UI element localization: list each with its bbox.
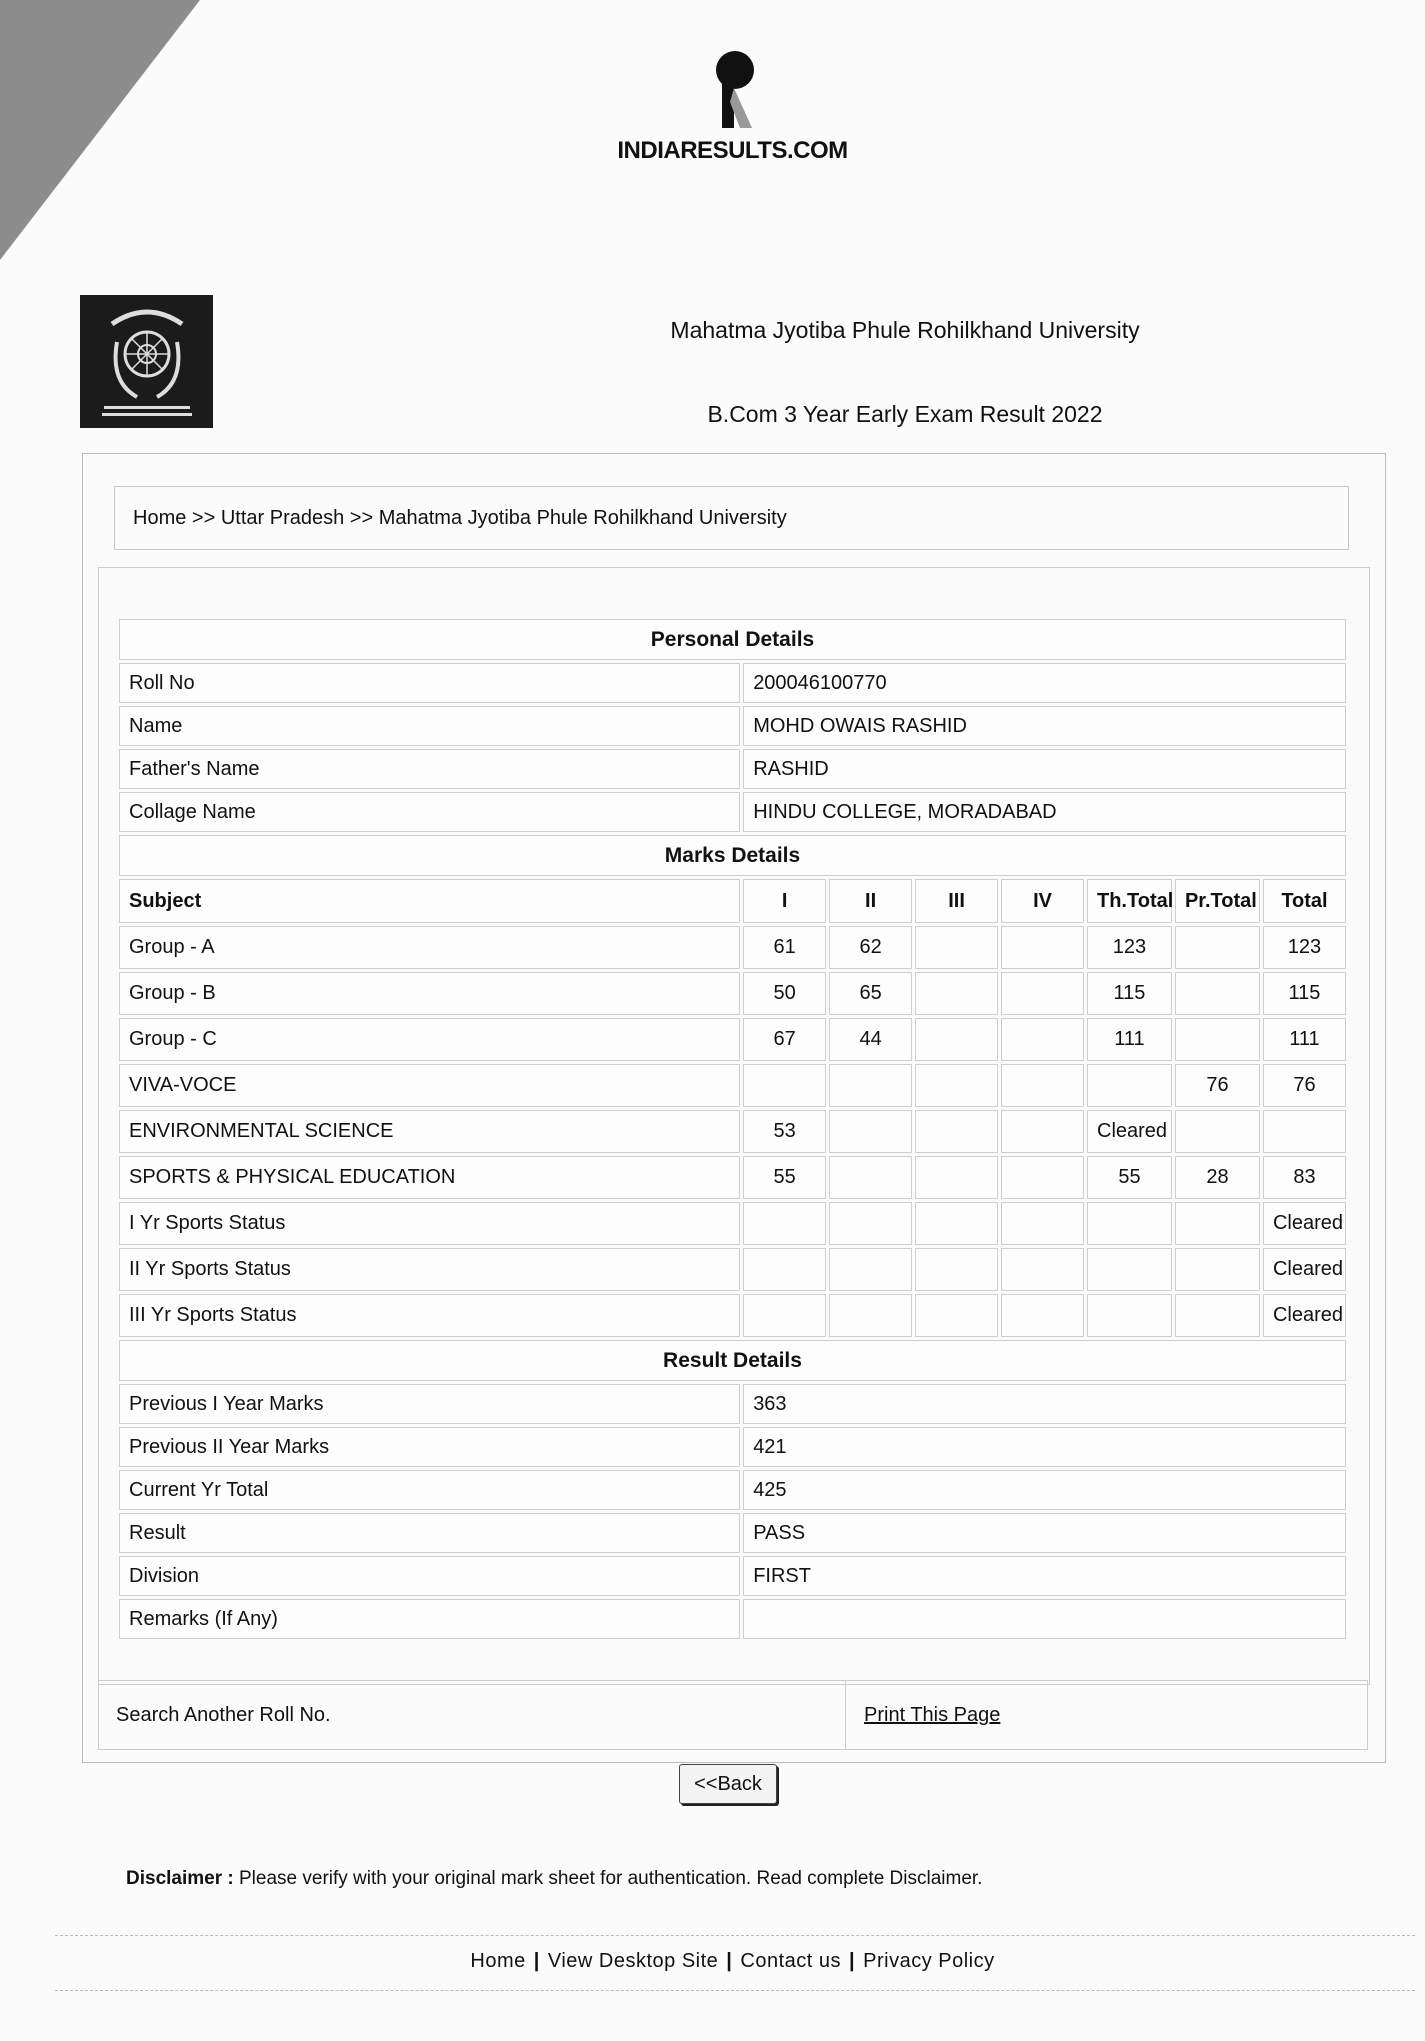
subject-name: SPORTS & PHYSICAL EDUCATION xyxy=(119,1156,740,1199)
marks-cell-ii xyxy=(829,1110,912,1153)
field-label: Name xyxy=(119,706,740,746)
marks-cell-pr xyxy=(1175,1018,1260,1061)
result-row xyxy=(119,1556,1346,1596)
marks-cell-iii xyxy=(915,972,998,1015)
marks-cell-pr xyxy=(1175,1294,1260,1337)
site-brand[interactable] xyxy=(0,50,1425,165)
footer-divider-bottom xyxy=(55,1990,1415,1991)
marks-cell-i xyxy=(743,1202,826,1245)
field-value: 363 xyxy=(743,1384,1346,1424)
breadcrumb-state[interactable]: >> Uttar Pradesh xyxy=(186,507,344,530)
marks-cell-total: Cleared xyxy=(1263,1202,1346,1245)
column-header: Total xyxy=(1263,879,1346,923)
field-label: Father's Name xyxy=(119,749,740,789)
marks-row xyxy=(119,1110,1346,1153)
marks-cell-th xyxy=(1087,1202,1172,1245)
field-label: Collage Name xyxy=(119,792,740,832)
field-label: Division xyxy=(119,1556,740,1596)
marks-cell-total: Cleared xyxy=(1263,1248,1346,1291)
university-emblem-icon xyxy=(92,302,202,422)
marks-cell-iv xyxy=(1001,926,1084,969)
marks-cell-th: 115 xyxy=(1087,972,1172,1015)
personal-row xyxy=(119,663,1346,703)
marks-cell-i: 50 xyxy=(743,972,826,1015)
column-header: Subject xyxy=(119,879,740,923)
field-value: 421 xyxy=(743,1427,1346,1467)
marks-cell-th xyxy=(1087,1294,1172,1337)
marks-cell-ii: 62 xyxy=(829,926,912,969)
brand-name: INDIARESULTS.COM xyxy=(617,137,848,164)
indiaresults-logo-icon xyxy=(708,50,758,130)
breadcrumb-university[interactable]: >> Mahatma Jyotiba Phule Rohilkhand University xyxy=(344,507,786,530)
footer-home-link[interactable]: Home xyxy=(470,1950,526,1972)
marks-cell-total: 76 xyxy=(1263,1064,1346,1107)
marks-cell-ii xyxy=(829,1248,912,1291)
footer-separator: | xyxy=(849,1950,856,1972)
disclaimer-text[interactable]: Please verify with your original mark sheet for authentication. Read complete Disclaimer. xyxy=(233,1868,983,1889)
marks-cell-pr xyxy=(1175,1202,1260,1245)
marks-row xyxy=(119,926,1346,969)
university-logo xyxy=(80,295,213,428)
marks-row xyxy=(119,1064,1346,1107)
marks-cell-pr: 28 xyxy=(1175,1156,1260,1199)
marks-cell-iv xyxy=(1001,1110,1084,1153)
field-value: FIRST xyxy=(743,1556,1346,1596)
personal-details-heading: Personal Details xyxy=(119,619,1346,660)
marks-cell-pr xyxy=(1175,1110,1260,1153)
personal-row xyxy=(119,792,1346,832)
marks-cell-total: 123 xyxy=(1263,926,1346,969)
marks-cell-i: 67 xyxy=(743,1018,826,1061)
marks-details-heading: Marks Details xyxy=(119,835,1346,876)
field-label: Current Yr Total xyxy=(119,1470,740,1510)
footer-privacy-link[interactable]: Privacy Policy xyxy=(863,1950,995,1972)
marks-row xyxy=(119,1202,1346,1245)
marks-cell-ii: 44 xyxy=(829,1018,912,1061)
subject-name: Group - A xyxy=(119,926,740,969)
marks-cell-iii xyxy=(915,1248,998,1291)
subject-name: ENVIRONMENTAL SCIENCE xyxy=(119,1110,740,1153)
marks-cell-total: Cleared xyxy=(1263,1294,1346,1337)
breadcrumb-home[interactable]: Home xyxy=(133,506,187,529)
university-name: Mahatma Jyotiba Phule Rohilkhand University xyxy=(670,317,1140,343)
marks-row xyxy=(119,1294,1346,1337)
footer-contact-link[interactable]: Contact us xyxy=(740,1950,842,1972)
subject-name: II Yr Sports Status xyxy=(119,1248,740,1291)
marks-row xyxy=(119,1018,1346,1061)
result-row xyxy=(119,1427,1346,1467)
marks-cell-iii xyxy=(915,1202,998,1245)
result-table xyxy=(116,616,1349,1642)
marks-cell-th: 123 xyxy=(1087,926,1172,969)
field-label: Previous II Year Marks xyxy=(119,1427,740,1467)
footer-nav xyxy=(0,1950,1425,1973)
footer-separator: | xyxy=(533,1950,540,1972)
marks-cell-total: 83 xyxy=(1263,1156,1346,1199)
result-row xyxy=(119,1513,1346,1553)
marks-cell-iv xyxy=(1001,972,1084,1015)
marks-cell-i: 61 xyxy=(743,926,826,969)
marks-cell-iv xyxy=(1001,1156,1084,1199)
field-value: PASS xyxy=(743,1513,1346,1553)
result-row xyxy=(119,1470,1346,1510)
marks-cell-ii xyxy=(829,1202,912,1245)
column-header: Th.Total xyxy=(1087,879,1172,923)
marks-cell-iv xyxy=(1001,1064,1084,1107)
subject-name: I Yr Sports Status xyxy=(119,1202,740,1245)
marks-cell-ii xyxy=(829,1294,912,1337)
field-label: Remarks (If Any) xyxy=(119,1599,740,1639)
marks-row xyxy=(119,1156,1346,1199)
field-value: 200046100770 xyxy=(743,663,1346,703)
section-header-row xyxy=(119,619,1346,660)
marks-cell-ii xyxy=(829,1064,912,1107)
field-value: HINDU COLLEGE, MORADABAD xyxy=(743,792,1346,832)
marks-header-row xyxy=(119,879,1346,923)
marks-cell-pr xyxy=(1175,1248,1260,1291)
marks-cell-iii xyxy=(915,1018,998,1061)
column-header: II xyxy=(829,879,912,923)
marks-cell-iii xyxy=(915,1156,998,1199)
result-row xyxy=(119,1384,1346,1424)
subject-name: Group - C xyxy=(119,1018,740,1061)
marks-cell-iii xyxy=(915,1110,998,1153)
marks-cell-i: 55 xyxy=(743,1156,826,1199)
marks-cell-iii xyxy=(915,926,998,969)
result-details-heading: Result Details xyxy=(119,1340,1346,1381)
marks-cell-pr: 76 xyxy=(1175,1064,1260,1107)
marks-cell-ii: 65 xyxy=(829,972,912,1015)
marks-cell-th: 55 xyxy=(1087,1156,1172,1199)
exam-title: B.Com 3 Year Early Exam Result 2022 xyxy=(707,401,1103,427)
marks-cell-i xyxy=(743,1064,826,1107)
field-label: Previous I Year Marks xyxy=(119,1384,740,1424)
marks-row xyxy=(119,1248,1346,1291)
field-value: 425 xyxy=(743,1470,1346,1510)
subject-name: Group - B xyxy=(119,972,740,1015)
marks-cell-th xyxy=(1087,1248,1172,1291)
marks-cell-total: 115 xyxy=(1263,972,1346,1015)
marks-cell-pr xyxy=(1175,972,1260,1015)
marks-cell-iv xyxy=(1001,1202,1084,1245)
footer-separator: | xyxy=(726,1950,733,1972)
print-page-link[interactable]: Print This Page xyxy=(864,1704,1001,1726)
column-header: Pr.Total xyxy=(1175,879,1260,923)
marks-cell-th xyxy=(1087,1064,1172,1107)
personal-row xyxy=(119,706,1346,746)
marks-cell-iii xyxy=(915,1294,998,1337)
column-header: III xyxy=(915,879,998,923)
field-value xyxy=(743,1599,1346,1639)
field-label: Roll No xyxy=(119,663,740,703)
marks-cell-pr xyxy=(1175,926,1260,969)
subject-name: III Yr Sports Status xyxy=(119,1294,740,1337)
marks-row xyxy=(119,972,1346,1015)
search-another-roll-link[interactable]: Search Another Roll No. xyxy=(116,1704,331,1726)
marks-cell-iv xyxy=(1001,1248,1084,1291)
breadcrumb xyxy=(114,486,1349,550)
footer-divider-top xyxy=(55,1935,1415,1936)
actions-bar xyxy=(98,1680,1368,1750)
personal-row xyxy=(119,749,1346,789)
section-header-row xyxy=(119,835,1346,876)
marks-cell-iii xyxy=(915,1064,998,1107)
marks-cell-i xyxy=(743,1248,826,1291)
disclaimer-label: Disclaimer : xyxy=(126,1868,234,1889)
subject-name: VIVA-VOCE xyxy=(119,1064,740,1107)
footer-desktop-site-link[interactable]: View Desktop Site xyxy=(547,1950,719,1972)
marks-cell-i xyxy=(743,1294,826,1337)
column-header: I xyxy=(743,879,826,923)
marks-cell-iv xyxy=(1001,1018,1084,1061)
marks-cell-th: 111 xyxy=(1087,1018,1172,1061)
marks-cell-iv xyxy=(1001,1294,1084,1337)
field-value: MOHD OWAIS RASHID xyxy=(743,706,1346,746)
column-header: IV xyxy=(1001,879,1084,923)
actions-divider xyxy=(845,1681,846,1749)
field-value: RASHID xyxy=(743,749,1346,789)
marks-cell-total: 111 xyxy=(1263,1018,1346,1061)
marks-cell-ii xyxy=(829,1156,912,1199)
marks-cell-i: 53 xyxy=(743,1110,826,1153)
marks-cell-th: Cleared xyxy=(1087,1110,1172,1153)
back-button[interactable]: <<Back xyxy=(679,1764,777,1804)
field-label: Result xyxy=(119,1513,740,1553)
result-row xyxy=(119,1599,1346,1639)
disclaimer xyxy=(126,1868,982,1890)
marks-cell-total xyxy=(1263,1110,1346,1153)
section-header-row xyxy=(119,1340,1346,1381)
